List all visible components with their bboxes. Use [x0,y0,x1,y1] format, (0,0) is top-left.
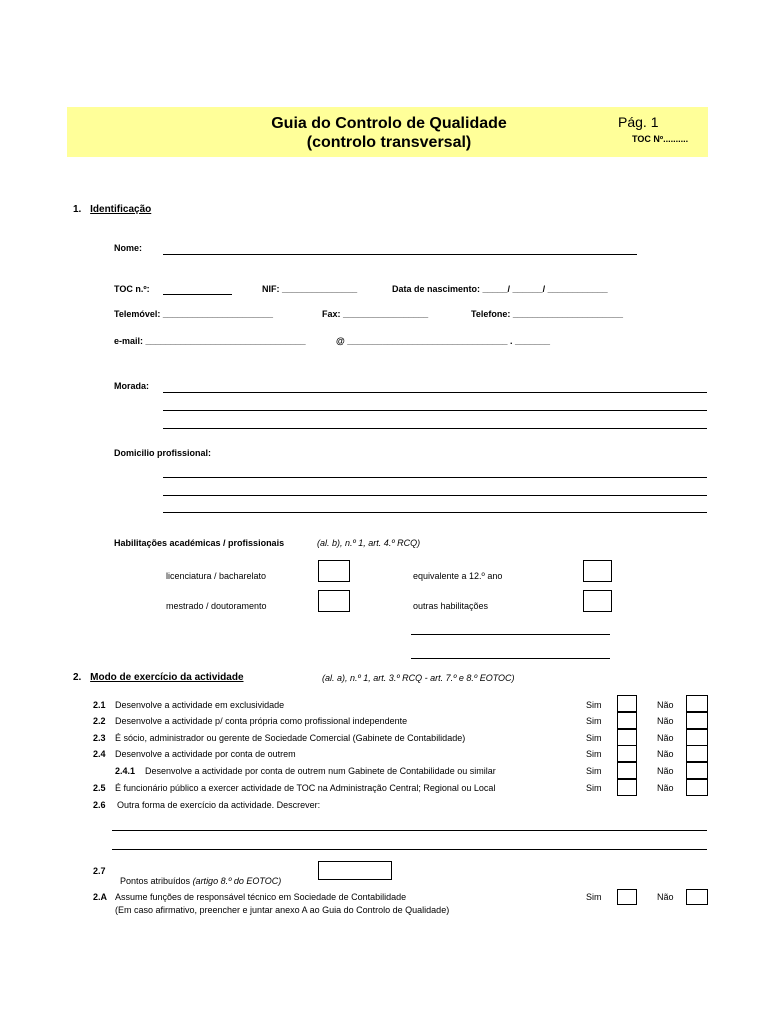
item-26-text: Outra forma de exercício da actividade. Descrever: [117,800,321,810]
item-number: 2.4.1 [115,766,136,776]
nao-checkbox[interactable] [686,712,708,729]
item-27-number: 2.7 [93,866,106,876]
item-2a-number: 2.A [93,892,108,902]
title-line-1: Guia do Controlo de Qualidade [271,115,507,132]
outras-label: outras habilitações [413,601,489,611]
item-26-line-1[interactable] [112,830,707,831]
item-text: É sócio, administrador ou gerente de Sociedade Comercial (Gabinete de Contabilidade) [115,733,466,743]
email-field[interactable]: e-mail: ________________________________ [114,336,306,346]
habilitacoes-label: Habilitações académicas / profissionais [114,538,285,548]
domicilio-label: Domicilio profissional: [114,448,212,458]
nif-field[interactable]: NIF: _______________ [262,284,358,294]
habilitacoes-ref: (al. b), n.º 1, art. 4.º RCQ) [317,538,421,548]
item-2a-line-1: Assume funções de responsável técnico em Sociedade de Contabilidade [115,892,407,902]
nao-checkbox[interactable] [686,779,708,796]
sim-label: Sim [586,766,602,776]
item-number: 2.4 [93,749,106,759]
nao-label: Não [657,892,674,902]
nao-checkbox[interactable] [686,729,708,746]
nao-checkbox[interactable] [686,889,708,905]
morada-label: Morada: [114,381,150,391]
item-26-number: 2.6 [93,800,106,810]
sim-checkbox[interactable] [617,695,637,712]
nao-checkbox[interactable] [686,695,708,712]
licenciatura-label: licenciatura / bacharelato [166,571,267,581]
outras-checkbox[interactable] [583,590,612,612]
domicilio-line-3[interactable] [163,512,707,513]
sim-checkbox[interactable] [617,745,637,762]
item-text: É funcionário público a exercer actividade de TOC na Administração Central; Regional ou Local [115,783,496,793]
item-number: 2.3 [93,733,106,743]
page-number: Pág. 1 [618,114,659,130]
nome-label: Nome: [114,243,143,253]
sim-checkbox[interactable] [617,712,637,729]
section-1-heading [73,204,151,215]
nao-checkbox[interactable] [686,762,708,779]
nao-label: Não [657,700,674,710]
item-number: 2.5 [93,783,106,793]
domicilio-line-1[interactable] [163,477,707,478]
sim-label: Sim [586,783,602,793]
nao-label: Não [657,716,674,726]
toc-n-field[interactable] [163,294,232,295]
item-number: 2.2 [93,716,106,726]
item-text: Desenvolve a actividade p/ conta própria como profissional independente [115,716,408,726]
item-27-text [115,866,281,886]
toc-n-label: TOC n.º: [114,284,150,294]
section-1-title: Identificação [90,204,152,215]
sim-label: Sim [586,749,602,759]
sim-label: Sim [586,892,602,902]
telemovel-field[interactable]: Telemóvel: ______________________ [114,309,273,319]
equivalente-checkbox[interactable] [583,560,612,582]
item-27-ref: (artigo 8.º do EOTOC) [192,876,282,886]
mestrado-label: mestrado / doutoramento [166,601,267,611]
nome-field[interactable] [163,254,637,255]
email-domain-field[interactable]: @ ________________________________ . _______ [336,336,550,346]
sim-checkbox[interactable] [617,779,637,796]
nao-label: Não [657,733,674,743]
section-2-ref: (al. a), n.º 1, art. 3.º RCQ - art. 7.º e 8.º EOTOC) [322,673,515,683]
fax-field[interactable]: Fax: _________________ [322,309,429,319]
document-title [200,114,578,152]
domicilio-line-2[interactable] [163,495,707,496]
sim-label: Sim [586,700,602,710]
nao-label: Não [657,783,674,793]
pontos-field[interactable] [318,861,392,880]
section-1-number: 1. [73,204,82,215]
birthdate-field[interactable]: Data de nascimento: _____/ ______/ ____________ [392,284,608,294]
nao-label: Não [657,766,674,776]
outras-line-1[interactable] [411,634,610,635]
section-2-heading [73,672,244,683]
section-2-title: Modo de exercício da actividade [90,672,244,683]
item-27-label: Pontos atribuídos [120,876,193,886]
item-text: Desenvolve a actividade por conta de outrem num Gabinete de Contabilidade ou similar [145,766,496,776]
morada-line-2[interactable] [163,410,707,411]
licenciatura-checkbox[interactable] [318,560,350,582]
equivalente-label: equivalente a 12.º ano [413,571,503,581]
sim-checkbox[interactable] [617,729,637,746]
toc-number: TOC Nº.......... [632,134,689,144]
item-26-line-2[interactable] [112,849,707,850]
title-line-2: (controlo transversal) [306,134,472,151]
morada-line-1[interactable] [163,392,707,393]
item-number: 2.1 [93,700,106,710]
item-text: Desenvolve a actividade por conta de outrem [115,749,296,759]
item-text: Desenvolve a actividade em exclusividade [115,700,285,710]
section-2-number: 2. [73,672,82,683]
outras-line-2[interactable] [411,658,610,659]
nao-label: Não [657,749,674,759]
sim-checkbox[interactable] [617,889,637,905]
mestrado-checkbox[interactable] [318,590,350,612]
item-2a-line-2: (Em caso afirmativo, preencher e juntar anexo A ao Guia do Controlo de Qualidade) [115,905,450,915]
telefone-field[interactable]: Telefone: ______________________ [471,309,623,319]
nao-checkbox[interactable] [686,745,708,762]
sim-label: Sim [586,716,602,726]
sim-label: Sim [586,733,602,743]
morada-line-3[interactable] [163,428,707,429]
sim-checkbox[interactable] [617,762,637,779]
